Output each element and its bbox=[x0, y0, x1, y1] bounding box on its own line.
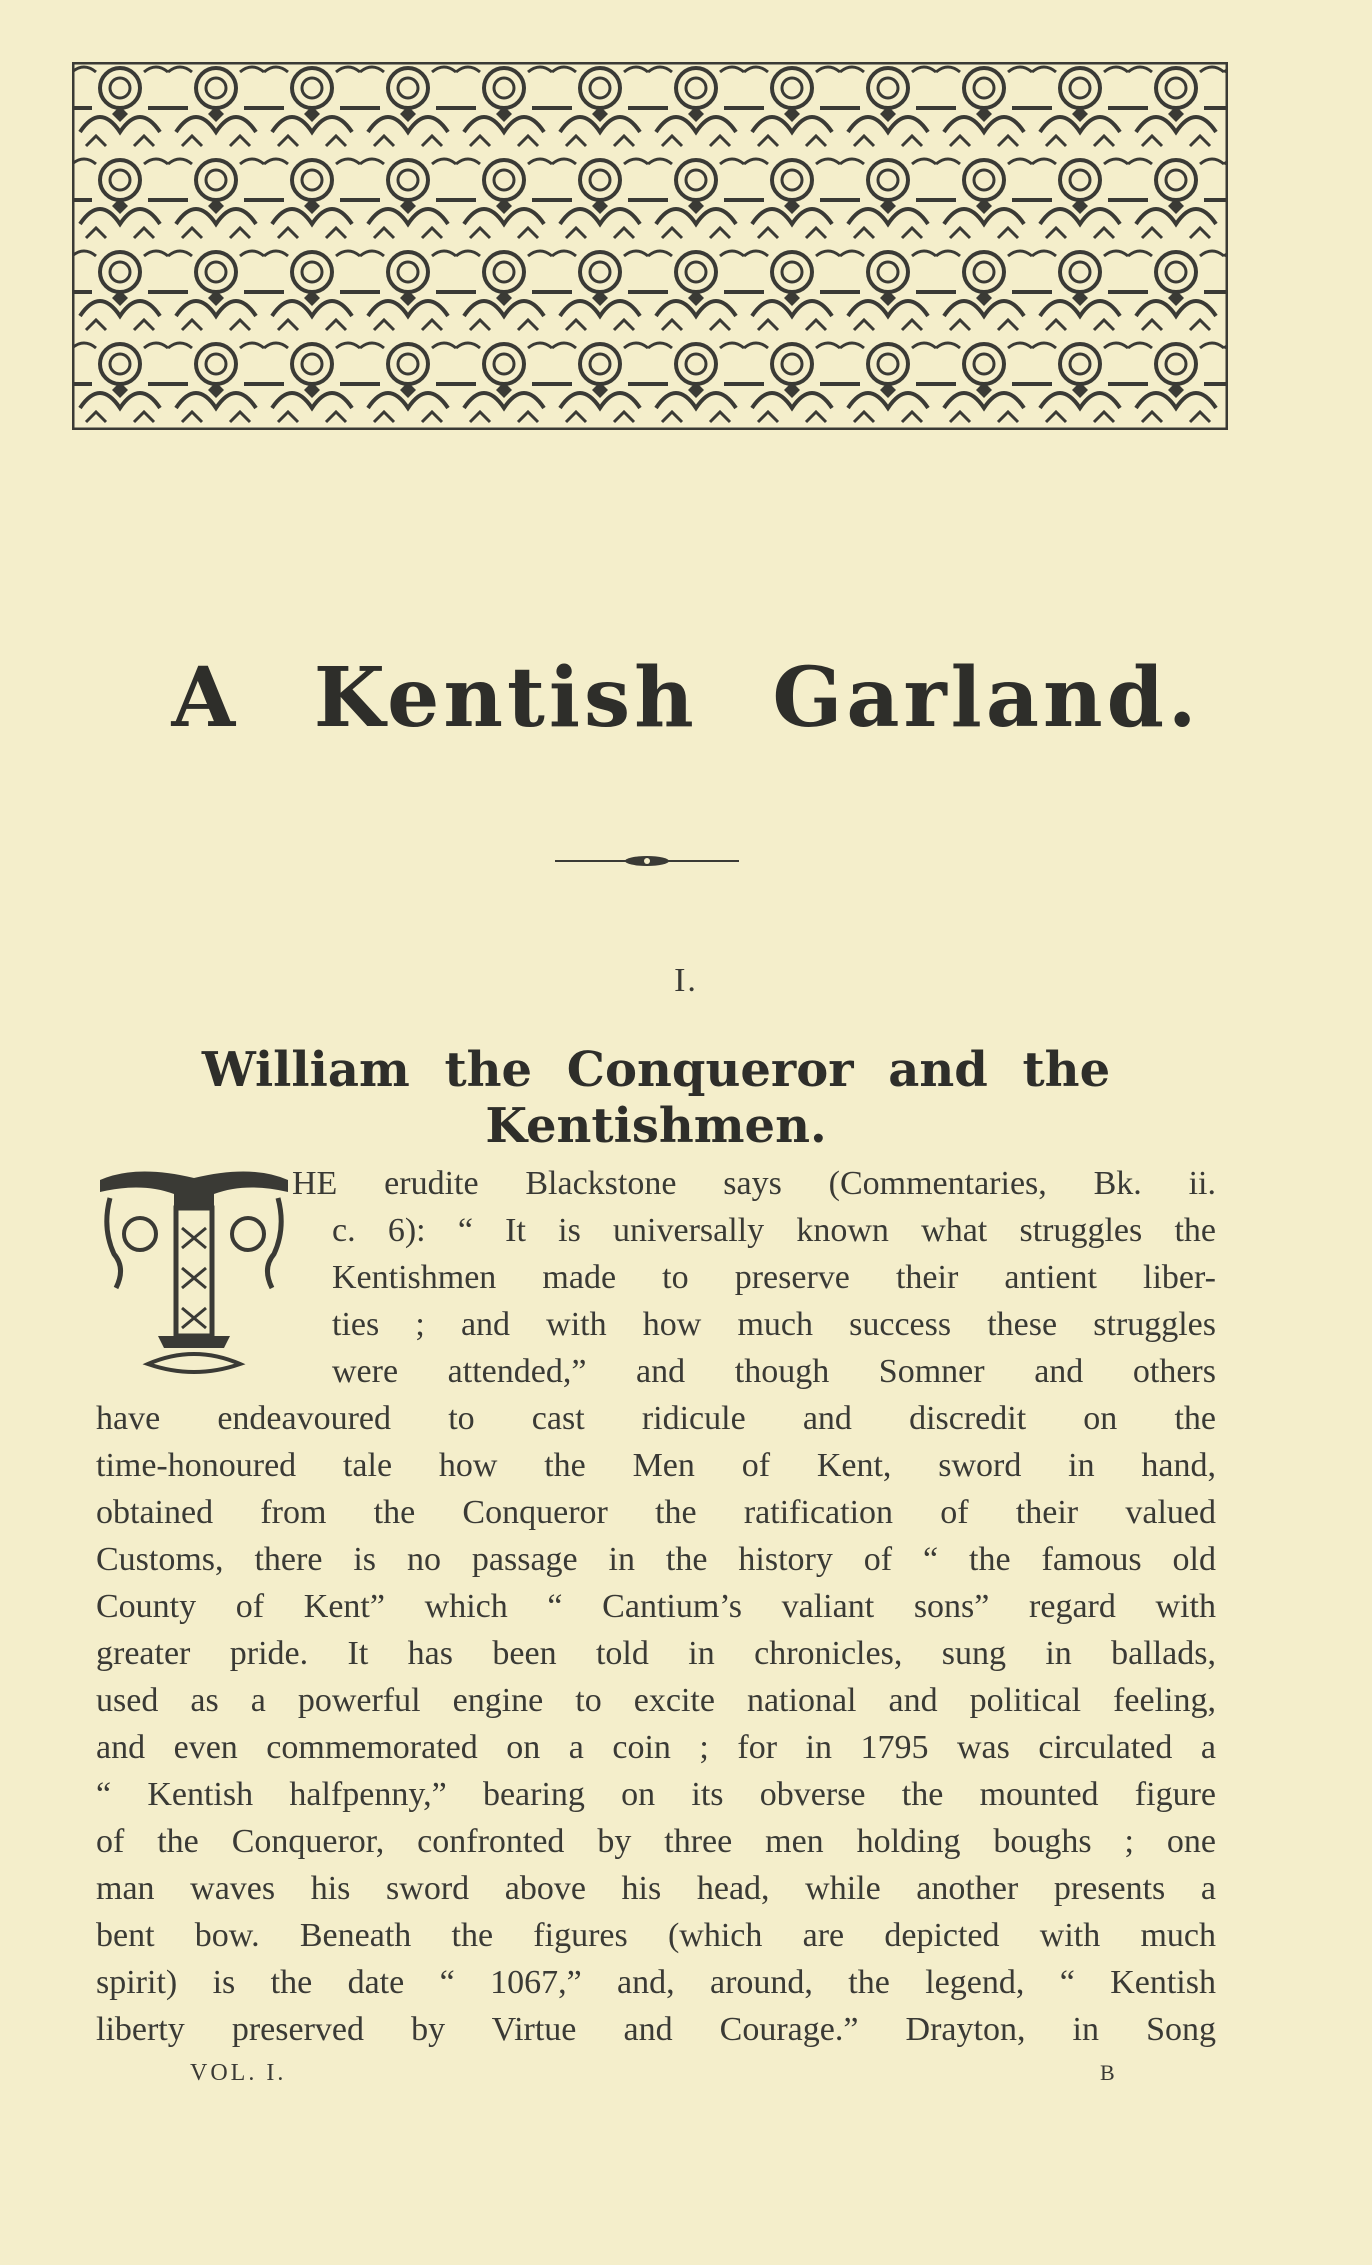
body-line: ties ; and with how much success these struggles bbox=[332, 1306, 1216, 1343]
chapter-number: I. bbox=[674, 962, 698, 999]
chapter-title: William the Conqueror and the Kentishmen. bbox=[201, 1042, 1111, 1154]
body-line: Kentishmen made to preserve their antient liber- bbox=[332, 1259, 1216, 1296]
body-line: “ Kentish halfpenny,” bearing on its obverse the mounted figure bbox=[96, 1776, 1216, 1813]
body-line: bent bow. Beneath the figures (which are depicted with much bbox=[96, 1917, 1216, 1954]
body-line: used as a powerful engine to excite national and political feeling, bbox=[96, 1682, 1216, 1719]
ornamental-rule bbox=[555, 852, 739, 870]
book-title: A Kentish Garland. bbox=[171, 650, 1201, 746]
footer-signature: B bbox=[1100, 2060, 1117, 2085]
body-line: time-honoured tale how the Men of Kent, sword in hand, bbox=[96, 1447, 1216, 1484]
body-line: HE erudite Blackstone says (Commentaries, Bk. ii. bbox=[292, 1165, 1216, 1202]
body-text bbox=[96, 1160, 1216, 2053]
body-line: liberty preserved by Virtue and Courage.” Drayton, in Song bbox=[96, 2011, 1216, 2048]
body-line: and even commemorated on a coin ; for in 1795 was circulated a bbox=[96, 1729, 1216, 1766]
body-line: man waves his sword above his head, while another presents a bbox=[96, 1870, 1216, 1907]
body-line: County of Kent” which “ Cantium’s valiant sons” regard with bbox=[96, 1588, 1216, 1625]
footer-volume: VOL. I. bbox=[190, 2060, 287, 2086]
body-line: spirit) is the date “ 1067,” and, around, the legend, “ Kentish bbox=[96, 1964, 1216, 2001]
ornamental-headpiece bbox=[72, 62, 1228, 430]
body-line: obtained from the Conqueror the ratification of their valued bbox=[96, 1494, 1216, 1531]
body-line: were attended,” and though Somner and others bbox=[332, 1353, 1216, 1390]
body-line: Customs, there is no passage in the history of “ the famous old bbox=[96, 1541, 1216, 1578]
body-line: of the Conqueror, confronted by three men holding boughs ; one bbox=[96, 1823, 1216, 1860]
body-line: c. 6): “ It is universally known what struggles the bbox=[332, 1212, 1216, 1249]
body-line: greater pride. It has been told in chronicles, sung in ballads, bbox=[96, 1635, 1216, 1672]
body-line: have endeavoured to cast ridicule and discredit on the bbox=[96, 1400, 1216, 1437]
